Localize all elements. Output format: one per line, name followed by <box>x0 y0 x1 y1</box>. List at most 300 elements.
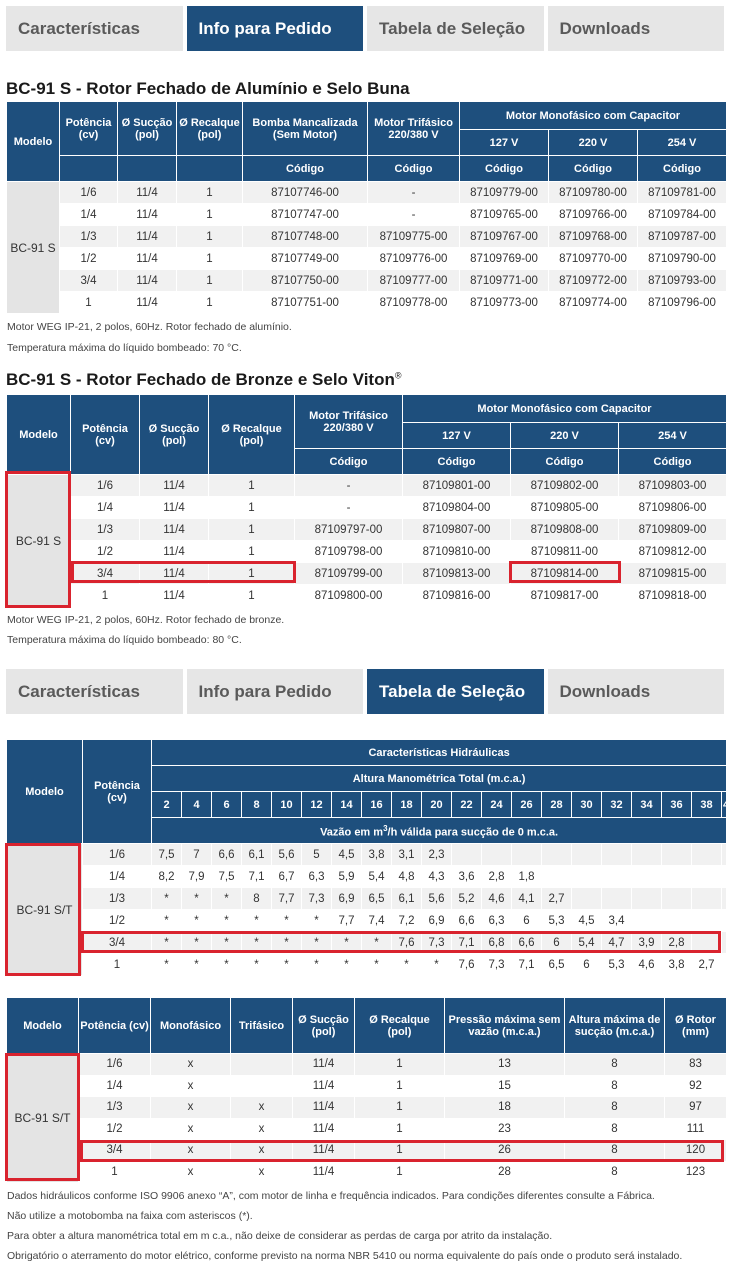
tab-bar-bottom <box>6 669 724 714</box>
th-height: 32 <box>602 792 632 818</box>
note: Motor WEG IP-21, 2 polos, 60Hz. Rotor fechado de alumínio. <box>7 321 292 333</box>
th-220v: 220 V <box>511 423 619 449</box>
table-cell: 87109771-00 <box>460 270 549 292</box>
table-cell: 11/4 <box>118 226 177 248</box>
th-254v: 254 V <box>638 130 727 156</box>
table-cell: 11/4 <box>293 1054 355 1076</box>
table-row <box>7 292 727 314</box>
flow-cell: * <box>182 910 212 932</box>
flow-cell <box>662 844 692 866</box>
table-cell: 1 <box>79 1161 151 1183</box>
table-cell: 92 <box>665 1075 727 1097</box>
table-cell: 87109812-00 <box>619 541 727 563</box>
table-cell: 87109811-00 <box>511 541 619 563</box>
th-modelo: Modelo <box>7 740 83 844</box>
table-cell: 87109793-00 <box>638 270 727 292</box>
th-trifasico: Motor Trifásico 220/380 V <box>295 395 403 449</box>
flow-cell: 1,8 <box>512 866 542 888</box>
th-potencia: Potência (cv) <box>60 102 118 156</box>
flow-cell: 5,4 <box>572 932 602 954</box>
th-codigo: Código <box>638 156 727 182</box>
flow-cell: * <box>272 932 302 954</box>
table-cell: 11/4 <box>140 475 209 497</box>
table-cell: 11/4 <box>118 182 177 204</box>
note: Não utilize a motobomba na faixa com asteriscos (*). <box>7 1210 253 1222</box>
flow-cell: * <box>272 910 302 932</box>
table-cell: 11/4 <box>293 1097 355 1119</box>
th-codigo: Código <box>619 449 727 475</box>
flow-cell: 2,7 <box>542 888 572 910</box>
table-row <box>7 585 727 607</box>
table-cell: 1 <box>209 475 295 497</box>
th-potencia: Potência (cv) <box>71 395 140 475</box>
th-height: 30 <box>572 792 602 818</box>
th-127v: 127 V <box>403 423 511 449</box>
table-row <box>7 248 727 270</box>
th-pressao: Pressão máxima sem vazão (m.c.a.) <box>445 998 565 1054</box>
flow-cell: 6,3 <box>302 866 332 888</box>
table-cell: 1 <box>209 519 295 541</box>
model-cell: BC-91 S <box>7 475 71 607</box>
table-cell: - <box>295 497 403 519</box>
table-cell: 1/3 <box>79 1097 151 1119</box>
table-row <box>7 497 727 519</box>
table-cell: 87109774-00 <box>549 292 638 314</box>
table-cell: 11/4 <box>140 519 209 541</box>
table-cell: 1/2 <box>79 1118 151 1140</box>
note: Temperatura máxima do líquido bombeado: 70 °C. <box>7 342 242 354</box>
flow-cell: 7,1 <box>512 954 542 976</box>
flow-cell: 5 <box>302 844 332 866</box>
flow-cell <box>602 866 632 888</box>
table-cell: 1 <box>355 1118 445 1140</box>
flow-cell: 7,6 <box>452 954 482 976</box>
table-cell: 87107746-00 <box>243 182 368 204</box>
table-cell: 87109803-00 <box>619 475 727 497</box>
potencia-cell: 1/6 <box>83 844 152 866</box>
flow-cell <box>572 866 602 888</box>
flow-cell: * <box>152 910 182 932</box>
table-row <box>7 844 727 866</box>
flow-cell <box>542 844 572 866</box>
table-cell: - <box>295 475 403 497</box>
note: Dados hidráulicos conforme ISO 9906 anexo “A”, com motor de linha e frequência indicados. Para condições diferentes consulte a Fábrica. <box>7 1190 655 1202</box>
table-cell: 87109768-00 <box>549 226 638 248</box>
tab-bar-top <box>6 6 724 51</box>
table-cell: 87109810-00 <box>403 541 511 563</box>
th-modelo: Modelo <box>7 998 79 1054</box>
potencia-cell: 1/3 <box>83 888 152 910</box>
table-cell: - <box>368 204 460 226</box>
th-height: 22 <box>452 792 482 818</box>
flow-cell: 7,1 <box>242 866 272 888</box>
flow-cell: 2,8 <box>662 932 692 954</box>
flow-cell: 4,3 <box>422 866 452 888</box>
table-cell: 87109805-00 <box>511 497 619 519</box>
flow-cell: 4,1 <box>512 888 542 910</box>
table-cell: 87109766-00 <box>549 204 638 226</box>
potencia-cell: 3/4 <box>83 932 152 954</box>
flow-cell: 6,6 <box>452 910 482 932</box>
flow-cell <box>722 932 727 954</box>
table-cell: 83 <box>665 1054 727 1076</box>
flow-cell: * <box>212 954 242 976</box>
table-cell: 1/2 <box>71 541 140 563</box>
flow-cell: 8 <box>242 888 272 910</box>
model-cell: BC-91 S/T <box>7 844 83 976</box>
th-254v: 254 V <box>619 423 727 449</box>
flow-cell: 7,5 <box>212 866 242 888</box>
table-cell: 87109800-00 <box>295 585 403 607</box>
flow-cell: 4,6 <box>632 954 662 976</box>
table-cell: 87109769-00 <box>460 248 549 270</box>
flow-cell: * <box>242 932 272 954</box>
flow-cell: 6,1 <box>392 888 422 910</box>
table-cell: 87109815-00 <box>619 563 727 585</box>
highlight-model <box>5 471 71 608</box>
flow-cell: * <box>362 932 392 954</box>
table-cell <box>231 1054 293 1076</box>
section2-title: BC-91 S - Rotor Fechado de Bronze e Selo Viton® <box>6 370 402 389</box>
flow-cell: * <box>392 954 422 976</box>
flow-cell: 2,3 <box>422 844 452 866</box>
highlight-row <box>81 931 721 953</box>
th-codigo: Código <box>549 156 638 182</box>
table-cell: 8 <box>565 1097 665 1119</box>
flow-cell <box>662 910 692 932</box>
tab-tabela-selecao[interactable]: Tabela de Seleção <box>367 669 544 714</box>
th-potencia: Potência (cv) <box>83 740 152 844</box>
highlight-row <box>80 1140 724 1162</box>
th-height: 28 <box>542 792 572 818</box>
tab-tabela-selecao[interactable]: Tabela de Seleção <box>367 6 544 51</box>
table-cell: 87109806-00 <box>619 497 727 519</box>
th-height: 4 <box>182 792 212 818</box>
table-cell: 11/4 <box>293 1140 355 1162</box>
table-cell: x <box>151 1140 231 1162</box>
note: Motor WEG IP-21, 2 polos, 60Hz. Rotor fechado de bronze. <box>7 614 285 626</box>
th-altura-succao: Altura máxima de sucção (m.c.a.) <box>565 998 665 1054</box>
table-cell: 1 <box>355 1054 445 1076</box>
table-row <box>7 1161 727 1183</box>
table-cell: 1 <box>177 248 243 270</box>
flow-cell <box>452 844 482 866</box>
flow-cell: 3,6 <box>452 866 482 888</box>
table-cell: 87109808-00 <box>511 519 619 541</box>
tab-info-pedido[interactable]: Info para Pedido <box>187 669 364 714</box>
flow-cell: 5,2 <box>452 888 482 910</box>
th-height: 38 <box>692 792 722 818</box>
table-cell: 11/4 <box>140 585 209 607</box>
table-row <box>7 1054 727 1076</box>
table-cell: 87109814-00 <box>511 563 619 585</box>
flow-cell: 5,6 <box>272 844 302 866</box>
th-rotor: Ø Rotor (mm) <box>665 998 727 1054</box>
table-cell: 11/4 <box>118 270 177 292</box>
table-row <box>7 910 727 932</box>
flow-cell: * <box>422 954 452 976</box>
flow-cell: 3,8 <box>362 844 392 866</box>
table-cell: 26 <box>445 1140 565 1162</box>
table-cell: 8 <box>565 1140 665 1162</box>
highlight-model <box>5 1053 80 1181</box>
flow-cell: * <box>242 910 272 932</box>
table-cell: 87109816-00 <box>403 585 511 607</box>
flow-cell: 2,8 <box>482 866 512 888</box>
th-modelo: Modelo <box>7 395 71 475</box>
th-height: 40 <box>722 792 727 818</box>
table-row <box>7 541 727 563</box>
highlight-code <box>509 561 621 583</box>
table-cell: 3/4 <box>60 270 118 292</box>
table-cell: 1 <box>209 585 295 607</box>
tab-info-pedido[interactable]: Info para Pedido <box>187 6 364 51</box>
flow-cell: * <box>332 932 362 954</box>
table-row <box>7 888 727 910</box>
note: Obrigatório o aterramento do motor elétrico, conforme previsto na norma NBR 5410 ou norma equivalente do país onde o produto será instalado. <box>7 1250 683 1262</box>
th-monofasico: Monofásico <box>151 998 231 1054</box>
flow-cell: 6,9 <box>332 888 362 910</box>
flow-cell <box>722 866 727 888</box>
table-row <box>7 182 727 204</box>
table-cell: 1/3 <box>71 519 140 541</box>
order-table-aluminio <box>6 101 727 314</box>
tab-caracteristicas[interactable]: Características <box>6 669 183 714</box>
flow-cell <box>572 844 602 866</box>
flow-cell <box>572 888 602 910</box>
flow-cell: 3,4 <box>602 910 632 932</box>
flow-cell <box>662 888 692 910</box>
flow-cell: 6,9 <box>422 910 452 932</box>
flow-cell: * <box>302 954 332 976</box>
tab-caracteristicas[interactable]: Características <box>6 6 183 51</box>
table-row <box>7 226 727 248</box>
table-cell: 87109798-00 <box>295 541 403 563</box>
th-height: 10 <box>272 792 302 818</box>
table-cell: 1/4 <box>60 204 118 226</box>
flow-cell: 7,5 <box>152 844 182 866</box>
flow-cell: 4,5 <box>572 910 602 932</box>
table-cell: 11/4 <box>118 292 177 314</box>
th-mancalizada: Bomba Mancalizada (Sem Motor) <box>243 102 368 156</box>
table-row <box>7 204 727 226</box>
potencia-cell: 1 <box>83 954 152 976</box>
tab-downloads[interactable]: Downloads <box>548 6 725 51</box>
table-cell: x <box>231 1118 293 1140</box>
flow-cell <box>602 844 632 866</box>
flow-cell <box>722 954 727 976</box>
table-cell: 87109801-00 <box>403 475 511 497</box>
table-cell: 87107751-00 <box>243 292 368 314</box>
table-cell: 97 <box>665 1097 727 1119</box>
th-monofasico: Motor Monofásico com Capacitor <box>403 395 727 423</box>
table-cell: 1 <box>177 270 243 292</box>
table-cell: 8 <box>565 1075 665 1097</box>
flow-cell: 3,1 <box>392 844 422 866</box>
table-row <box>7 866 727 888</box>
flow-cell: 7,9 <box>182 866 212 888</box>
th-codigo: Código <box>295 449 403 475</box>
th-trifasico: Trifásico <box>231 998 293 1054</box>
table-cell: 13 <box>445 1054 565 1076</box>
table-cell: 87109778-00 <box>368 292 460 314</box>
flow-cell <box>512 844 542 866</box>
table-cell: 11/4 <box>293 1161 355 1183</box>
table-cell: 1 <box>355 1097 445 1119</box>
th-vazao: Vazão em $m^3/h$ válida para sucção de 0 m.c.a. <box>152 818 727 844</box>
table-row <box>7 1075 727 1097</box>
flow-cell <box>542 866 572 888</box>
table-cell: 87109818-00 <box>619 585 727 607</box>
model-cell: BC-91 S/T <box>7 1054 79 1183</box>
table-cell: x <box>151 1075 231 1097</box>
flow-cell: 6,3 <box>482 910 512 932</box>
note: Temperatura máxima do líquido bombeado: 80 °C. <box>7 634 242 646</box>
table-cell: 87109813-00 <box>403 563 511 585</box>
table-cell: 1 <box>355 1161 445 1183</box>
flow-cell: 7,3 <box>302 888 332 910</box>
table-cell: 87109796-00 <box>638 292 727 314</box>
th-monofasico: Motor Monofásico com Capacitor <box>460 102 727 130</box>
th-codigo: Código <box>243 156 368 182</box>
table-cell: 8 <box>565 1054 665 1076</box>
table-cell: x <box>151 1097 231 1119</box>
flow-cell: 4,7 <box>602 932 632 954</box>
highlight-row <box>71 561 296 583</box>
flow-cell: 4,8 <box>392 866 422 888</box>
flow-cell: 6,6 <box>512 932 542 954</box>
table-cell: x <box>231 1161 293 1183</box>
flow-cell: * <box>302 910 332 932</box>
th-succao: Ø Sucção (pol) <box>293 998 355 1054</box>
table-cell: 1/3 <box>60 226 118 248</box>
table-cell: 1 <box>177 204 243 226</box>
table-cell: 1 <box>209 497 295 519</box>
table-row <box>7 270 727 292</box>
table-cell: 3/4 <box>79 1140 151 1162</box>
th-potencia: Potência (cv) <box>79 998 151 1054</box>
flow-cell <box>632 910 662 932</box>
th-recalque: Ø Recalque (pol) <box>355 998 445 1054</box>
flow-cell: * <box>182 954 212 976</box>
th-127v: 127 V <box>460 130 549 156</box>
flow-cell: 6,6 <box>212 844 242 866</box>
table-cell: 1/2 <box>60 248 118 270</box>
flow-cell: 3,9 <box>632 932 662 954</box>
th-altura: Altura Manométrica Total (m.c.a.) <box>152 766 727 792</box>
table-cell: 87109790-00 <box>638 248 727 270</box>
flow-cell <box>482 844 512 866</box>
table-cell: 87107749-00 <box>243 248 368 270</box>
table-cell: 1 <box>177 182 243 204</box>
table-cell: 87109802-00 <box>511 475 619 497</box>
th-height: 24 <box>482 792 512 818</box>
table-cell: 87109780-00 <box>549 182 638 204</box>
table-cell: 1 <box>209 541 295 563</box>
flow-cell: 2,7 <box>692 954 722 976</box>
table-cell: 87109817-00 <box>511 585 619 607</box>
th-height: 14 <box>332 792 362 818</box>
table-cell: 1 <box>177 292 243 314</box>
flow-cell: 5,9 <box>332 866 362 888</box>
table-cell: x <box>231 1140 293 1162</box>
th-height: 2 <box>152 792 182 818</box>
th-caracteristicas: Características Hidráulicas <box>152 740 727 766</box>
table-cell: 87109775-00 <box>368 226 460 248</box>
flow-cell: 6,7 <box>272 866 302 888</box>
flow-cell: 4,6 <box>482 888 512 910</box>
table-row <box>7 1097 727 1119</box>
flow-cell <box>722 844 727 866</box>
table-cell: 87107747-00 <box>243 204 368 226</box>
th-height: 6 <box>212 792 242 818</box>
th-modelo: Modelo <box>7 102 60 182</box>
th-codigo: Código <box>403 449 511 475</box>
th-height: 26 <box>512 792 542 818</box>
table-cell: 1/4 <box>79 1075 151 1097</box>
flow-cell <box>602 888 632 910</box>
table-cell: 8 <box>565 1118 665 1140</box>
th-height: 34 <box>632 792 662 818</box>
table-cell: 87109772-00 <box>549 270 638 292</box>
section1-title: BC-91 S - Rotor Fechado de Alumínio e Selo Buna <box>6 79 410 98</box>
table-cell: 87109797-00 <box>295 519 403 541</box>
table-cell: 111 <box>665 1118 727 1140</box>
table-cell: 1 <box>355 1140 445 1162</box>
flow-cell: 7 <box>182 844 212 866</box>
table-cell: 87109779-00 <box>460 182 549 204</box>
flow-cell: 7,3 <box>422 932 452 954</box>
th-220v: 220 V <box>549 130 638 156</box>
table-cell: 87109773-00 <box>460 292 549 314</box>
flow-cell <box>692 910 722 932</box>
th-height: 20 <box>422 792 452 818</box>
table-cell: 87109765-00 <box>460 204 549 226</box>
flow-cell <box>722 910 727 932</box>
table-cell: 1 <box>209 563 295 585</box>
flow-cell: 7,4 <box>362 910 392 932</box>
table-cell: 11/4 <box>140 563 209 585</box>
flow-cell: 6,8 <box>482 932 512 954</box>
table-cell: 1 <box>60 292 118 314</box>
table-cell: 15 <box>445 1075 565 1097</box>
table-cell: 87109809-00 <box>619 519 727 541</box>
th-codigo: Código <box>368 156 460 182</box>
flow-cell <box>632 888 662 910</box>
flow-cell: * <box>152 888 182 910</box>
table-cell: 87107750-00 <box>243 270 368 292</box>
table-cell: 3/4 <box>71 563 140 585</box>
table-cell: 1 <box>177 226 243 248</box>
th-recalque: Ø Recalque (pol) <box>177 102 243 156</box>
table-cell: 11/4 <box>140 541 209 563</box>
tab-downloads[interactable]: Downloads <box>548 669 725 714</box>
th-codigo: Código <box>511 449 619 475</box>
table-cell: 11/4 <box>118 204 177 226</box>
flow-cell: 6,5 <box>362 888 392 910</box>
table-cell: x <box>151 1118 231 1140</box>
flow-cell: 7,7 <box>332 910 362 932</box>
table-cell <box>231 1075 293 1097</box>
th-height: 8 <box>242 792 272 818</box>
flow-cell: * <box>242 954 272 976</box>
flow-cell: 6 <box>512 910 542 932</box>
flow-cell: 6,1 <box>242 844 272 866</box>
flow-cell: 6 <box>572 954 602 976</box>
flow-cell: * <box>212 910 242 932</box>
table-cell: 87109770-00 <box>549 248 638 270</box>
flow-cell: 4,5 <box>332 844 362 866</box>
